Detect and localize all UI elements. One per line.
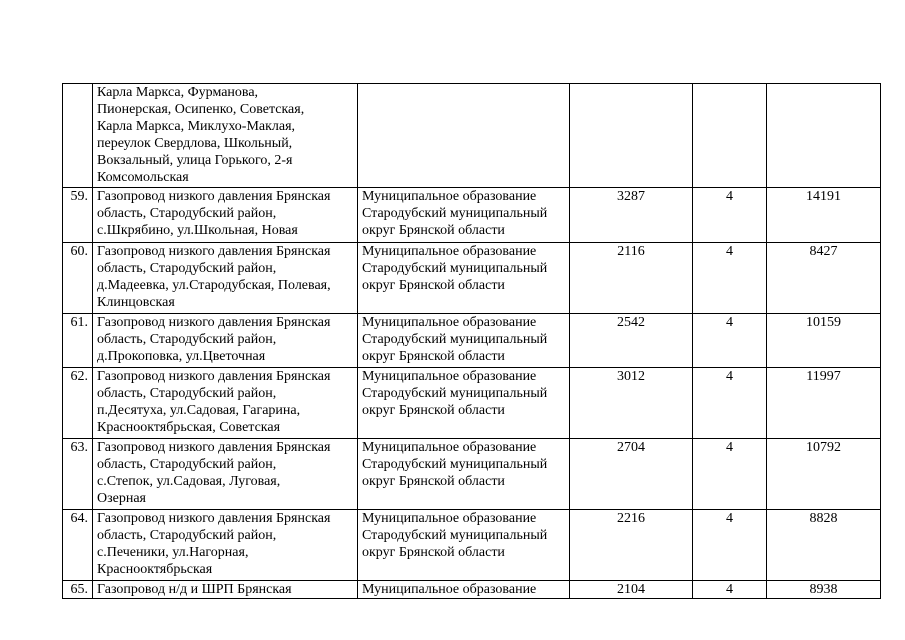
length-value: 2104 xyxy=(570,581,693,599)
area-value: 10159 xyxy=(767,314,881,368)
row-number: 59. xyxy=(63,188,93,243)
table-row xyxy=(63,439,881,510)
object-name: Газопровод низкого давления Брянская область, Стародубский район, д.Мадеевка, ул.Стародубская, Полевая, Клинцовская xyxy=(97,244,331,310)
object-name: Газопровод низкого давления Брянская область, Стародубский район, п.Десятуха, ул.Садовая, Гагарина, Краснооктябрьская, Советская xyxy=(97,369,331,435)
table-row xyxy=(63,368,881,439)
area-value: 8427 xyxy=(767,243,881,314)
diameter-value: 4 xyxy=(693,581,767,599)
area-value: 14191 xyxy=(767,188,881,243)
diameter-value: 4 xyxy=(693,439,767,510)
table-row xyxy=(63,581,881,599)
row-number: 65. xyxy=(63,581,93,599)
registry-table xyxy=(62,83,881,599)
length-value: 3012 xyxy=(570,368,693,439)
area-value: 11997 xyxy=(767,368,881,439)
object-name: Газопровод низкого давления Брянская область, Стародубский район, с.Шкрябино, ул.Школьная, Новая xyxy=(97,189,331,238)
diameter-value xyxy=(693,84,767,188)
diameter-value: 4 xyxy=(693,510,767,581)
table-row xyxy=(63,188,881,243)
owner-name: Муниципальное образование Стародубский муниципальный округ Брянской области xyxy=(362,511,548,560)
area-value xyxy=(767,84,881,188)
object-name: Газопровод низкого давления Брянская область, Стародубский район, с.Степок, ул.Садовая, Луговая, Озерная xyxy=(97,440,331,506)
length-value xyxy=(570,84,693,188)
table-row xyxy=(63,510,881,581)
owner-name: Муниципальное образование xyxy=(362,582,537,597)
object-name: Газопровод н/д и ШРП Брянская xyxy=(97,582,292,597)
registry-table-body xyxy=(63,84,881,599)
length-value: 2216 xyxy=(570,510,693,581)
owner-name: Муниципальное образование Стародубский муниципальный округ Брянской области xyxy=(362,369,548,418)
diameter-value: 4 xyxy=(693,188,767,243)
length-value: 2542 xyxy=(570,314,693,368)
diameter-value: 4 xyxy=(693,314,767,368)
table-row xyxy=(63,314,881,368)
row-number xyxy=(63,84,93,188)
length-value: 2116 xyxy=(570,243,693,314)
table-row xyxy=(63,243,881,314)
owner-name: Муниципальное образование Стародубский муниципальный округ Брянской области xyxy=(362,440,548,489)
diameter-value: 4 xyxy=(693,243,767,314)
row-number: 62. xyxy=(63,368,93,439)
table-row xyxy=(63,84,881,188)
diameter-value: 4 xyxy=(693,368,767,439)
row-number: 61. xyxy=(63,314,93,368)
object-name: Газопровод низкого давления Брянская область, Стародубский район, д.Прокоповка, ул.Цветочная xyxy=(97,315,331,364)
length-value: 3287 xyxy=(570,188,693,243)
area-value: 8828 xyxy=(767,510,881,581)
object-name: Газопровод низкого давления Брянская область, Стародубский район, с.Печеники, ул.Нагорная, Краснооктябрьская xyxy=(97,511,331,577)
owner-name: Муниципальное образование Стародубский муниципальный округ Брянской области xyxy=(362,315,548,364)
row-number: 63. xyxy=(63,439,93,510)
row-number: 60. xyxy=(63,243,93,314)
length-value: 2704 xyxy=(570,439,693,510)
owner-name: Муниципальное образование Стародубский муниципальный округ Брянской области xyxy=(362,244,548,293)
area-value: 10792 xyxy=(767,439,881,510)
owner-name: Муниципальное образование Стародубский муниципальный округ Брянской области xyxy=(362,189,548,238)
area-value: 8938 xyxy=(767,581,881,599)
object-name: Карла Маркса, Фурманова, Пионерская, Осипенко, Советская, Карла Маркса, Миклухо-Маклая, переулок Свердлова, Школьный, Вокзальный, улица Горького, 2-я Комсомольская xyxy=(97,85,305,185)
row-number: 64. xyxy=(63,510,93,581)
